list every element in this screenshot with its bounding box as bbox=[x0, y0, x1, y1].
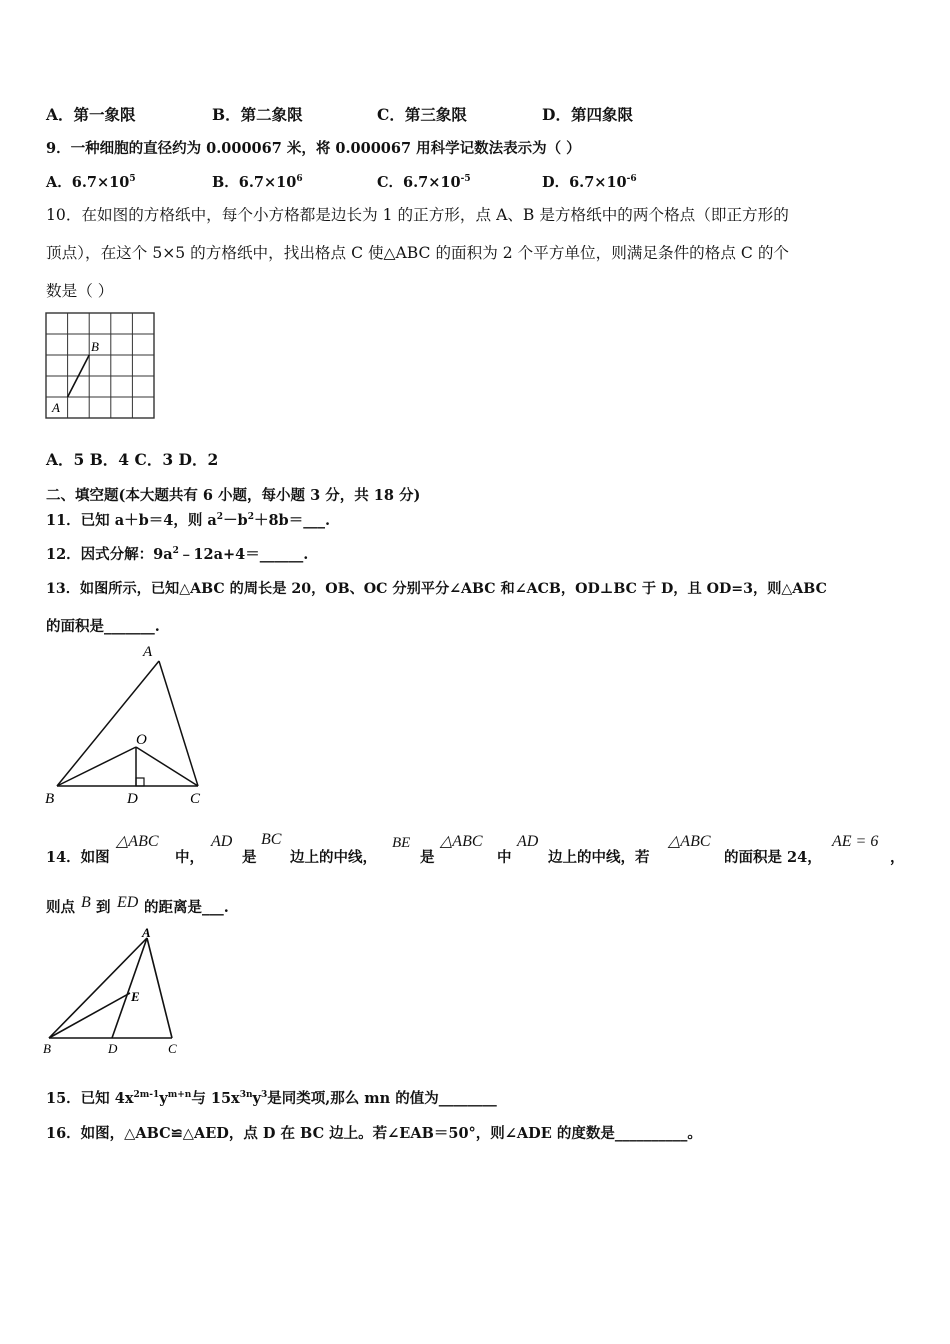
label-c: C bbox=[168, 1041, 177, 1056]
right-angle-mark bbox=[136, 778, 144, 786]
label-e: E bbox=[131, 989, 140, 1004]
q14-part-1: 14．如图 bbox=[46, 849, 110, 866]
q10-options: A．5 B．4 C．3 D．2 bbox=[46, 450, 219, 469]
q14-part-7: 边上的中线，若 bbox=[548, 849, 650, 866]
q14-triangle-figure bbox=[40, 925, 190, 1060]
q16-question: 16．如图，△ABC≌△AED，点 D 在 BC 边上。若∠EAB＝50°，则∠ADE 的度数是__________。 bbox=[46, 1125, 702, 1142]
label-d: D bbox=[108, 1041, 118, 1056]
q14-part-6: 中 bbox=[497, 849, 512, 866]
side-ab bbox=[57, 661, 159, 786]
q14-math-8: AE = 6 bbox=[832, 833, 879, 850]
q14-math-3: BC bbox=[261, 831, 282, 848]
q14-math-1: △ABC bbox=[116, 833, 159, 850]
median-be bbox=[49, 993, 130, 1038]
q14-line2-post: 的距离是___. bbox=[144, 899, 229, 916]
q15-question: 15．已知 $4x^{2m-1}y^{m+n}$与 $15x^{3n}y^3$是同类项,那么 mn 的值为________ bbox=[46, 1090, 497, 1107]
q9-option-a: A．$6.7\times 10^5$ bbox=[46, 174, 136, 191]
q13-line-2: 的面积是_______. bbox=[46, 618, 160, 635]
q14-math-4: BE bbox=[392, 835, 411, 851]
side-ab bbox=[49, 938, 147, 1038]
label-b: B bbox=[45, 791, 55, 807]
segment-oc bbox=[136, 747, 198, 786]
label-d: D bbox=[127, 791, 138, 807]
q9-question: 9．一种细胞的直径约为 0.000067 米，将 0.000067 用科学记数法表示为（ ） bbox=[46, 140, 581, 157]
q14-part-3: 是 bbox=[242, 849, 257, 866]
label-o: O bbox=[136, 732, 147, 748]
q13-line-1: 13．如图所示，已知△ABC 的周长是 20，OB、OC 分别平分∠ABC 和∠ACB，OD⊥BC 于 D，且 OD=3，则△ABC bbox=[46, 581, 827, 597]
q8-option-a: A．第一象限 bbox=[46, 105, 136, 124]
q10-line-1: 10．在如图的方格纸中，每个小方格都是边长为 1 的正方形，点 A、B 是方格纸中的两个格点（即正方形的 bbox=[46, 206, 789, 224]
segment-ob bbox=[57, 747, 136, 786]
q12-question: 12．因式分解：$9a^2﹣12a+4=\_\_\_\_\_\_$. bbox=[46, 546, 309, 563]
q14-line2-math-2: ED bbox=[117, 894, 139, 911]
q9-option-c: C．$6.7\times 10^{-5}$ bbox=[377, 174, 471, 191]
label-b: B bbox=[43, 1041, 51, 1056]
q14-line2-mid: 到 bbox=[96, 899, 111, 916]
q10-grid-figure bbox=[44, 311, 158, 421]
side-ac bbox=[159, 661, 198, 786]
q9-option-b: B．$6.7\times 10^6$ bbox=[212, 174, 303, 191]
median-ad bbox=[112, 938, 147, 1038]
label-a: A bbox=[143, 644, 153, 660]
q14-line2-math-1: B bbox=[81, 894, 91, 911]
q13-triangle-figure bbox=[40, 640, 215, 810]
section-heading: 二、填空题(本大题共有 6 小题，每小题 3 分，共 18 分) bbox=[46, 487, 421, 504]
label-a: A bbox=[142, 925, 151, 940]
q14-part-9: ， bbox=[890, 849, 905, 866]
q14-line2-pre: 则点 bbox=[46, 899, 75, 916]
label-a: A bbox=[52, 400, 60, 415]
q14-math-6: AD bbox=[517, 833, 539, 850]
q14-part-8: 的面积是 24， bbox=[724, 849, 822, 866]
grid-lines bbox=[46, 313, 154, 418]
q14-part-5: 是 bbox=[420, 849, 435, 866]
q14-math-5: △ABC bbox=[440, 833, 483, 850]
q11-question: 11．已知 a＋b＝4，则 $a^2-b^2+8b=\_\_\_$. bbox=[46, 512, 330, 529]
q8-option-d: D．第四象限 bbox=[542, 105, 633, 124]
q14-part-4: 边上的中线， bbox=[290, 849, 377, 866]
label-c: C bbox=[190, 791, 201, 807]
q8-option-b: B．第二象限 bbox=[212, 105, 303, 124]
q10-line-2: 顶点），在这个 5×5 的方格纸中，找出格点 C 使△ABC 的面积为 2 个平方单位，则满足条件的格点 C 的个 bbox=[46, 244, 790, 262]
q14-part-2: 中， bbox=[175, 849, 204, 866]
side-ac bbox=[147, 938, 172, 1038]
q9-option-d: D．$6.7\times 10^{-6}$ bbox=[542, 174, 637, 191]
q8-option-c: C．第三象限 bbox=[377, 105, 467, 124]
label-b: B bbox=[91, 339, 99, 354]
q14-math-2: AD bbox=[211, 833, 233, 850]
q10-line-3: 数是（ ） bbox=[46, 282, 114, 300]
q14-math-7: △ABC bbox=[668, 833, 711, 850]
